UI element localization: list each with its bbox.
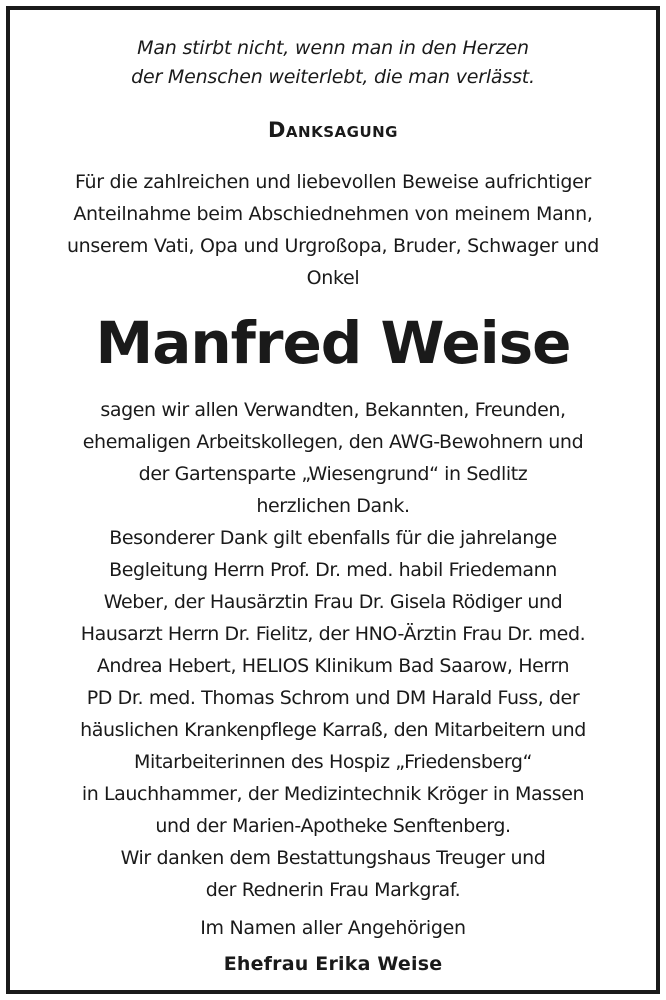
- intro-line: Anteilnahme beim Abschiednehmen von meinem Mann,: [73, 203, 593, 225]
- body-line: sagen wir allen Verwandten, Bekannten, Freunden,: [100, 399, 566, 421]
- body-line: Begleitung Herrn Prof. Dr. med. habil Friedemann: [109, 559, 557, 581]
- intro-line: unserem Vati, Opa und Urgroßopa, Bruder, Schwager und: [66, 235, 600, 257]
- signature-name: Ehefrau Erika Weise: [223, 953, 443, 975]
- body-line: PD Dr. med. Thomas Schrom und DM Harald Fuss, der: [86, 687, 580, 709]
- body-line: und der Marien-Apotheke Senftenberg.: [155, 815, 511, 837]
- body-line: Andrea Hebert, HELIOS Klinikum Bad Saarow, Herrn: [96, 655, 570, 677]
- body-line: ehemaligen Arbeitskollegen, den AWG-Bewohnern und: [82, 431, 584, 453]
- heading-danksagung: Danksagung: [268, 118, 398, 142]
- signature-intro: Im Namen aller Angehörigen: [200, 917, 466, 939]
- intro-line: Onkel: [306, 267, 360, 289]
- body-line: häuslichen Krankenpflege Karraß, den Mitarbeitern und: [80, 719, 586, 741]
- body-line: Weber, der Hausärztin Frau Dr. Gisela Rödiger und: [103, 591, 563, 613]
- motto-quote: [10, 34, 656, 92]
- body-line: Mitarbeiterinnen des Hospiz „Friedensberg“: [133, 751, 533, 773]
- intro-line: Für die zahlreichen und liebevollen Beweise aufrichtiger: [74, 171, 592, 193]
- body-line: in Lauchhammer, der Medizintechnik Kröger in Massen: [81, 783, 585, 805]
- intro-paragraph: [10, 166, 656, 294]
- body-line: der Rednerin Frau Markgraf.: [205, 879, 461, 901]
- body-line: Hausarzt Herrn Dr. Fielitz, der HNO-Ärztin Frau Dr. med.: [80, 623, 586, 645]
- motto-line: Man stirbt nicht, wenn man in den Herzen: [137, 37, 529, 59]
- thanks-paragraph: [10, 394, 656, 906]
- body-line: Besonderer Dank gilt ebenfalls für die jahrelange: [109, 527, 557, 549]
- body-line: Wir danken dem Bestattungshaus Treuger und: [120, 847, 546, 869]
- deceased-name: Manfred Weise: [95, 309, 571, 377]
- body-line: der Gartensparte „Wiesengrund“ in Sedlitz: [138, 463, 528, 485]
- body-line: herzlichen Dank.: [256, 495, 410, 517]
- obituary-notice: [6, 6, 660, 994]
- motto-line: der Menschen weiterlebt, die man verlässt.: [131, 66, 535, 88]
